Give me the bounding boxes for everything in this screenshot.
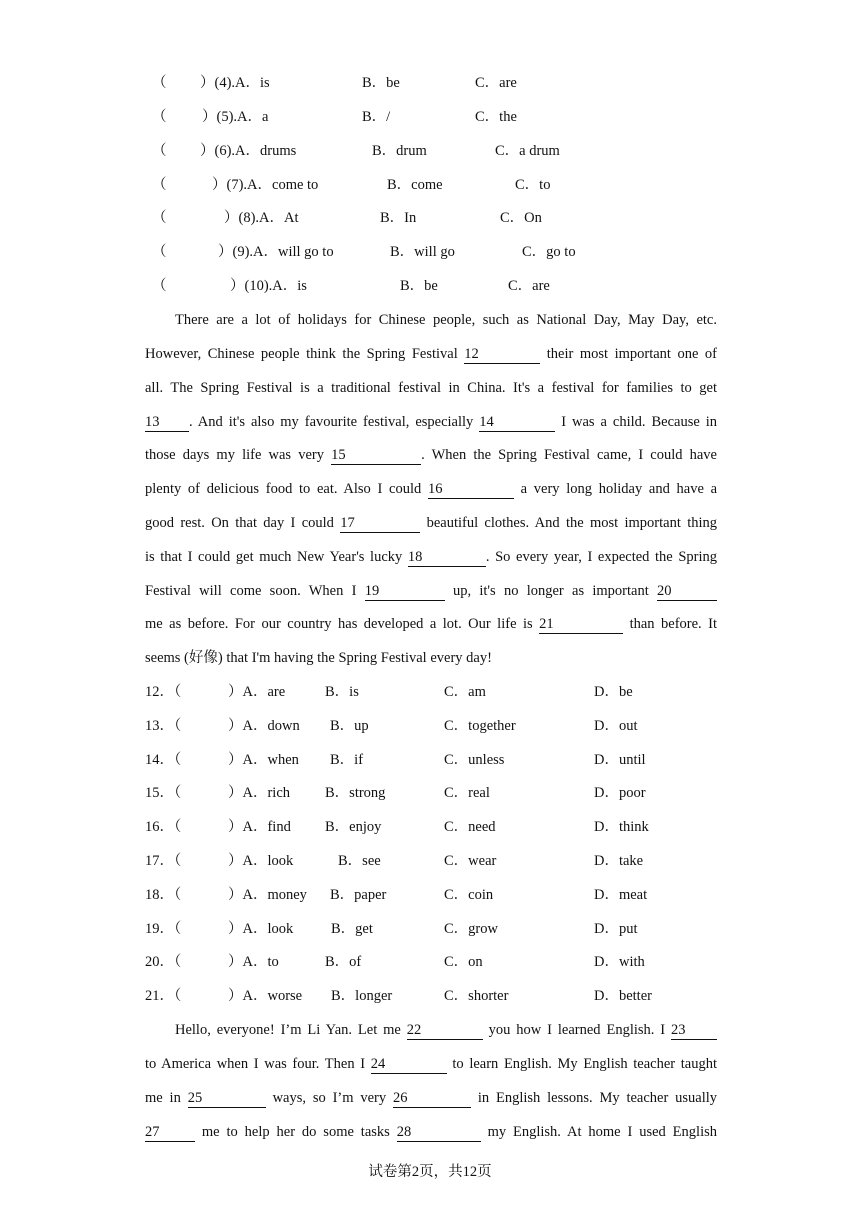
question-number: 17．（ bbox=[145, 853, 182, 869]
passage-text: a very long holiday and have a bbox=[520, 481, 718, 497]
option-c: C．real bbox=[444, 785, 490, 802]
passage-line bbox=[145, 647, 717, 669]
option-b: B．be bbox=[362, 75, 400, 91]
option-a: ）(5).A．a bbox=[202, 109, 269, 125]
question-row bbox=[0, 985, 860, 1007]
option-c: C．are bbox=[508, 278, 550, 294]
passage-text: seems (好像) that I'm having the Spring Festival every day! bbox=[145, 650, 492, 666]
option-b: B．of bbox=[325, 954, 362, 971]
option-row bbox=[0, 207, 860, 229]
option-c: C．go to bbox=[522, 244, 576, 260]
option-row bbox=[0, 241, 860, 263]
passage-text: up, it's no longer as important bbox=[452, 583, 649, 599]
paren: （ bbox=[152, 75, 167, 91]
question-number: 13．（ bbox=[145, 717, 182, 734]
option-c: C．the bbox=[475, 109, 517, 125]
option-b: B．be bbox=[400, 278, 438, 294]
option-a: ）A．look bbox=[228, 853, 294, 869]
passage-line bbox=[145, 1121, 717, 1143]
option-a: ）(10).A．is bbox=[230, 278, 307, 294]
passage-line bbox=[145, 411, 717, 433]
blank-14: 14 bbox=[479, 414, 555, 432]
paren: （ bbox=[152, 210, 167, 226]
passage-line bbox=[175, 1019, 717, 1041]
passage-line bbox=[145, 444, 717, 466]
blank-28: 28 bbox=[397, 1124, 481, 1142]
blank-16: 16 bbox=[428, 481, 514, 499]
passage-text: plenty of delicious food to eat. Also I could bbox=[145, 481, 422, 497]
option-b: B．enjoy bbox=[325, 819, 382, 836]
option-a: ）(9).A．will go to bbox=[218, 244, 334, 260]
option-c: C．unless bbox=[444, 751, 505, 768]
paren: （ bbox=[152, 278, 167, 294]
passage-line bbox=[145, 1053, 717, 1075]
option-c: C．coin bbox=[444, 886, 494, 903]
question-row bbox=[0, 816, 860, 838]
question-number: 20．（ bbox=[145, 954, 182, 971]
question-row bbox=[0, 681, 860, 703]
option-a: ）A．when bbox=[228, 751, 299, 768]
passage-line bbox=[145, 377, 717, 399]
passage-text: Hello, everyone! I’m Li Yan. Let me bbox=[175, 1022, 401, 1038]
option-d: D．be bbox=[594, 684, 633, 700]
option-d: D．think bbox=[594, 819, 649, 836]
passage-text: than before. It bbox=[629, 616, 717, 632]
passage-text: Festival will come soon. When I bbox=[145, 583, 357, 599]
option-a: ）(4).A．is bbox=[200, 75, 270, 91]
passage-line bbox=[145, 1087, 717, 1109]
option-b: B．get bbox=[331, 920, 373, 937]
question-number: 21．（ bbox=[145, 988, 182, 1005]
option-b: B．longer bbox=[331, 988, 393, 1005]
passage-line bbox=[175, 309, 717, 331]
option-b: B．come bbox=[387, 177, 443, 193]
option-d: D．with bbox=[594, 954, 645, 971]
option-d: D．meat bbox=[594, 886, 648, 903]
option-a: ）A．money bbox=[228, 886, 307, 903]
blank-15: 15 bbox=[331, 447, 421, 465]
option-b: B．drum bbox=[372, 143, 427, 159]
passage-text: ways, so I’m very bbox=[272, 1090, 387, 1106]
option-b: B．/ bbox=[362, 109, 391, 125]
option-b: B．will go bbox=[390, 244, 455, 260]
option-b: B．paper bbox=[330, 886, 387, 903]
blank-25: 25 bbox=[188, 1090, 266, 1108]
passage-line bbox=[145, 343, 717, 365]
passage-text: . And it's also my favourite festival, especially bbox=[189, 414, 474, 430]
passage-text: all. The Spring Festival is a traditional festival in China. It's a festival for families to get bbox=[145, 380, 717, 396]
option-row bbox=[0, 174, 860, 196]
paren: （ bbox=[152, 244, 167, 260]
blank-13: 13 bbox=[145, 414, 189, 432]
question-number: 19．（ bbox=[145, 920, 182, 937]
question-row bbox=[0, 782, 860, 804]
option-b: B．if bbox=[330, 751, 364, 768]
blank-21: 21 bbox=[539, 616, 623, 634]
passage-text: I was a child. Because in bbox=[561, 414, 718, 430]
option-c: C．shorter bbox=[444, 988, 509, 1005]
option-c: C．wear bbox=[444, 853, 497, 869]
paren: （ bbox=[152, 109, 167, 125]
passage-text: to America when I was four. Then I bbox=[145, 1056, 366, 1072]
blank-23: 23 bbox=[671, 1022, 717, 1040]
question-row bbox=[0, 715, 860, 737]
passage-line bbox=[145, 512, 717, 534]
question-row bbox=[0, 850, 860, 872]
option-a: ）A．rich bbox=[228, 785, 291, 802]
option-c: C．to bbox=[515, 177, 551, 193]
option-a: ）A．worse bbox=[228, 988, 303, 1005]
option-a: ）(8).A．At bbox=[224, 210, 299, 226]
blank-22: 22 bbox=[407, 1022, 483, 1040]
passage-line bbox=[145, 478, 717, 500]
option-c: C．On bbox=[500, 210, 542, 226]
passage-text: you how I learned English. I bbox=[488, 1022, 666, 1038]
passage-line bbox=[145, 546, 717, 568]
question-number: 16．（ bbox=[145, 819, 182, 836]
option-a: ）A．find bbox=[228, 819, 291, 836]
blank-12: 12 bbox=[464, 346, 540, 364]
passage-text: is that I could get much New Year's lucky bbox=[145, 549, 403, 565]
option-b: B．is bbox=[325, 684, 359, 700]
blank-18: 18 bbox=[408, 549, 486, 567]
question-row bbox=[0, 749, 860, 771]
option-a: ）A．to bbox=[228, 954, 279, 971]
passage-text: those days my life was very bbox=[145, 447, 324, 463]
option-c: C．a drum bbox=[495, 143, 560, 159]
option-a: ）(7).A．come to bbox=[212, 177, 319, 193]
passage-text: beautiful clothes. And the most important thing bbox=[426, 515, 717, 531]
option-c: C．grow bbox=[444, 920, 498, 937]
question-number: 14．（ bbox=[145, 751, 182, 768]
blank-19: 19 bbox=[365, 583, 445, 601]
paren: （ bbox=[152, 177, 167, 193]
paren: （ bbox=[152, 143, 167, 159]
option-a: ）(6).A．drums bbox=[200, 143, 297, 159]
option-row bbox=[0, 72, 860, 94]
option-a: ）A．down bbox=[228, 717, 300, 734]
option-b: B．see bbox=[338, 853, 381, 869]
passage-line bbox=[145, 613, 717, 635]
option-d: D．until bbox=[594, 751, 646, 768]
question-number: 12．（ bbox=[145, 684, 182, 700]
blank-24: 24 bbox=[371, 1056, 447, 1074]
option-b: B．strong bbox=[325, 785, 386, 802]
passage-text: in English lessons. My teacher usually bbox=[477, 1090, 718, 1106]
option-row bbox=[0, 106, 860, 128]
question-row bbox=[0, 884, 860, 906]
option-c: C．are bbox=[475, 75, 517, 91]
passage-text: me in bbox=[145, 1090, 181, 1106]
option-c: C．together bbox=[444, 717, 516, 734]
option-a: ）A．are bbox=[228, 684, 286, 700]
passage-text: However, Chinese people think the Spring Festival bbox=[145, 346, 458, 362]
blank-17: 17 bbox=[340, 515, 420, 533]
option-d: D．put bbox=[594, 920, 638, 937]
option-b: B．up bbox=[330, 717, 369, 734]
option-c: C．am bbox=[444, 684, 486, 700]
passage-text: me as before. For our country has developed a lot. Our life is bbox=[145, 616, 533, 632]
passage-line bbox=[145, 580, 717, 602]
blank-27: 27 bbox=[145, 1124, 195, 1142]
passage-text: good rest. On that day I could bbox=[145, 515, 334, 531]
option-c: C．on bbox=[444, 954, 483, 971]
question-row bbox=[0, 951, 860, 973]
option-row bbox=[0, 140, 860, 162]
option-d: D．poor bbox=[594, 785, 646, 802]
option-d: D．better bbox=[594, 988, 652, 1005]
passage-text: . When the Spring Festival came, I could have bbox=[421, 447, 717, 463]
question-row bbox=[0, 918, 860, 940]
option-row bbox=[0, 275, 860, 297]
blank-26: 26 bbox=[393, 1090, 471, 1108]
option-c: C．need bbox=[444, 819, 496, 836]
passage-text: me to help her do some tasks bbox=[201, 1124, 390, 1140]
blank-20: 20 bbox=[657, 583, 717, 601]
option-b: B．In bbox=[380, 210, 417, 226]
option-a: ）A．look bbox=[228, 920, 294, 937]
question-number: 15．（ bbox=[145, 785, 182, 802]
passage-text: There are a lot of holidays for Chinese people, such as National Day, May Day, etc. bbox=[175, 312, 717, 328]
passage-text: their most important one of bbox=[546, 346, 717, 362]
option-d: D．out bbox=[594, 717, 638, 734]
passage-text: . So every year, I expected the Spring bbox=[485, 549, 718, 565]
passage-text: to learn English. My English teacher taught bbox=[452, 1056, 718, 1072]
passage-text: my English. At home I used English bbox=[487, 1124, 717, 1140]
option-d: D．take bbox=[594, 853, 644, 869]
page-footer: 试卷第2页，共12页 bbox=[368, 1164, 492, 1180]
question-number: 18．（ bbox=[145, 886, 182, 903]
